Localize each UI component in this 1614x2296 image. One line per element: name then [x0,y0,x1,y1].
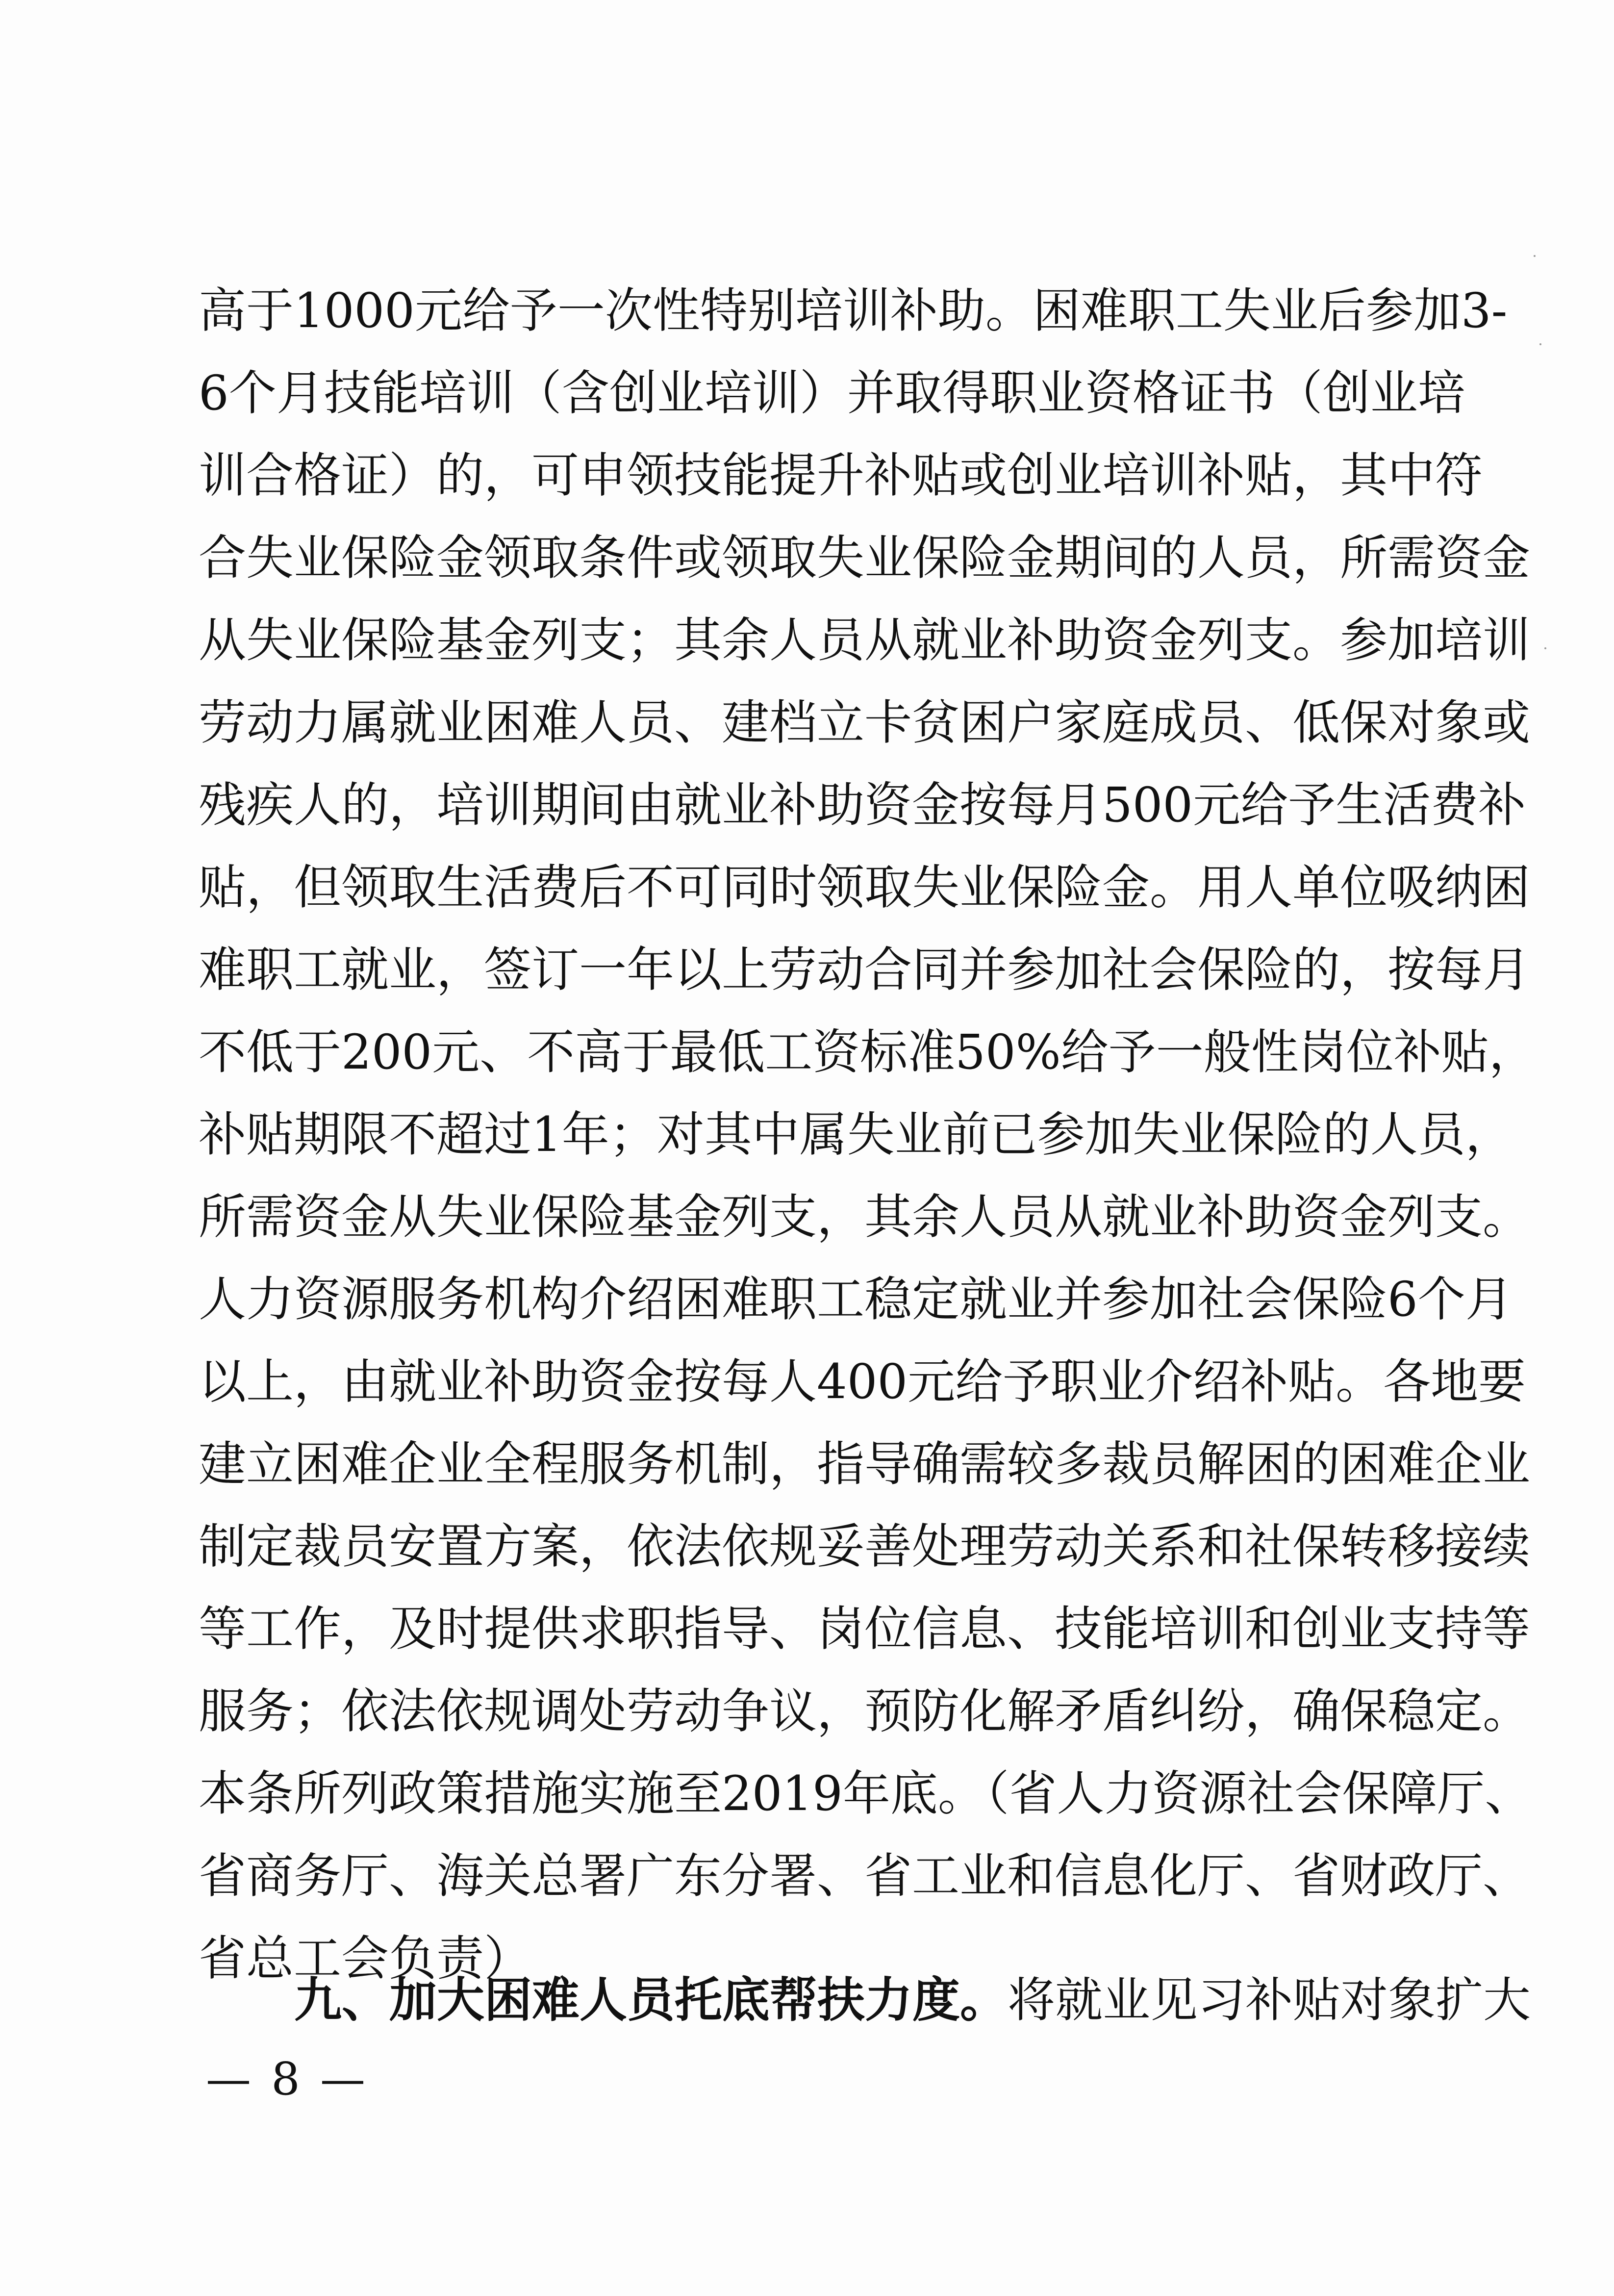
text-line: 服务；依法依规调处劳动争议，预防化解矛盾纠纷，确保稳定。 [199,1684,1530,1739]
text-line: 制定裁员安置方案，依法依规妥善处理劳动关系和社保转移接续 [199,1519,1530,1574]
text-line: 省商务厅、海关总署广东分署、省工业和信息化厅、省财政厅、 [199,1848,1530,1904]
text-line: 省总工会负责） [199,1931,531,1986]
scan-speck [1534,255,1536,257]
text-line: 难职工就业，签订一年以上劳动合同并参加社会保险的，按每月 [199,942,1530,997]
scan-speck [1539,343,1541,345]
section-heading: 九、加大困难人员托底帮扶力度。 [294,1972,1008,2028]
text-line: 等工作，及时提供求职指导、岗位信息、技能培训和创业支持等 [199,1601,1530,1657]
section-heading-line [199,1959,1531,2041]
text-line: 本条所列政策措施实施至2019年底。（省人力资源社会保障厅、 [199,1766,1533,1821]
text-line: 所需资金从失业保险基金列支，其余人员从就业补助资金列支。 [199,1189,1530,1245]
text-line: 从失业保险基金列支；其余人员从就业补助资金列支。参加培训 [199,612,1530,668]
text-line: 贴，但领取生活费后不可同时领取失业保险金。用人单位吸纳困 [199,860,1530,915]
text-line: 6个月技能培训（含创业培训）并取得职业资格证书（创业培 [199,365,1465,421]
section-continuation: 将就业见习补贴对象扩大 [1008,1972,1531,2028]
text-line: 劳动力属就业困难人员、建档立卡贫困户家庭成员、低保对象或 [199,695,1530,750]
text-line: 人力资源服务机构介绍困难职工稳定就业并参加社会保险6个月 [199,1272,1513,1327]
text-line: 残疾人的，培训期间由就业补助资金按每月500元给予生活费补 [199,777,1526,833]
text-line: 补贴期限不超过1年；对其中属失业前已参加失业保险的人员， [199,1107,1513,1162]
text-line: 建立困难企业全程服务机制，指导确需较多裁员解困的困难企业 [199,1436,1530,1492]
text-line: 不低于200元、不高于最低工资标准50%给予一般性岗位补贴， [199,1024,1537,1080]
text-line: 训合格证）的，可申领技能提升补贴或创业培训补贴，其中符 [199,448,1483,503]
text-line: 高于1000元给予一次性特别培训补助。困难职工失业后参加3- [199,283,1508,338]
scan-speck [1544,647,1546,649]
text-line: 合失业保险金领取条件或领取失业保险金期间的人员，所需资金 [199,530,1530,586]
page-number: — 8 — [206,2053,369,2105]
text-line: 以上，由就业补助资金按每人400元给予职业介绍补贴。各地要 [199,1354,1526,1409]
